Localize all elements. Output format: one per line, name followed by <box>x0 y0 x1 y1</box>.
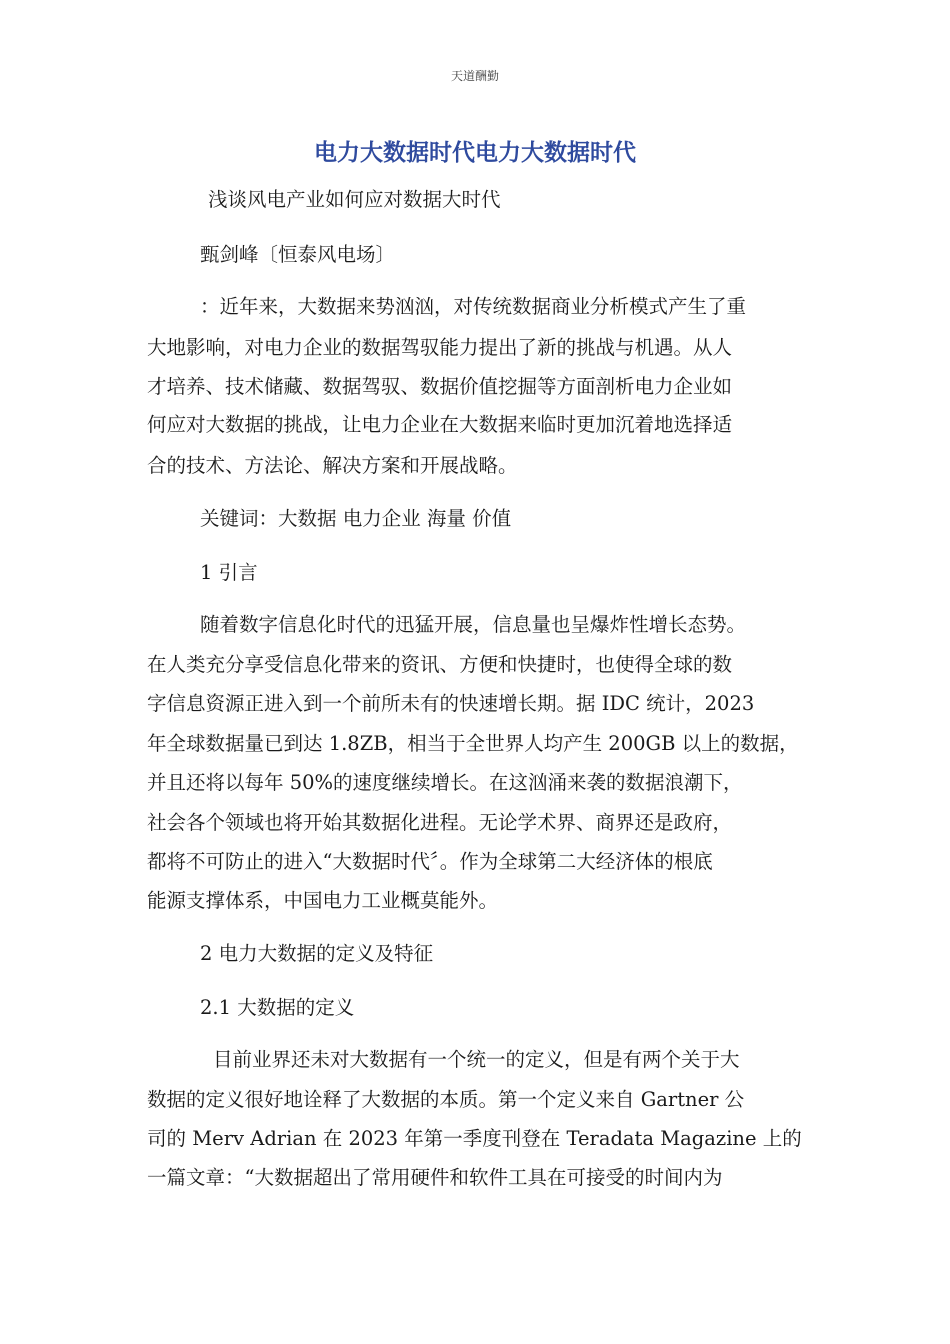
paragraph-line: 目前业界还未对大数据有一个统一的定义，但是有两个关于大 <box>213 1048 740 1071</box>
author-line: 甄剑峰〔恒泰风电场〕 <box>200 243 396 266</box>
paragraph-line: 司的 Merv Adrian 在 2023 年第一季度刊登在 Teradata Magazine 上的 <box>147 1127 802 1150</box>
section-heading-definition: 2 电力大数据的定义及特征 <box>200 942 434 965</box>
paragraph-line: 一篇文章：“大数据超出了常用硬件和软件工具在可接受的时间内为 <box>147 1166 723 1189</box>
abstract-line: 合的技术、方法论、解决方案和开展战略。 <box>147 454 518 477</box>
paragraph-line: 在人类充分享受信息化带来的资讯、方便和快捷时，也使得全球的数 <box>147 653 733 676</box>
subtitle: 浅谈风电产业如何应对数据大时代 <box>208 188 501 211</box>
paragraph-line: 都将不可防止的进入“大数据时代〞。作为全球第二大经济体的根底 <box>147 850 713 873</box>
page-header: 天道酬勤 <box>450 69 499 83</box>
paragraph-line: 字信息资源正进入到一个前所未有的快速增长期。据 IDC 统计，2023 <box>147 692 755 715</box>
keywords-line: 关键词：大数据 电力企业 海量 价值 <box>200 507 512 530</box>
paragraph-line: 随着数字信息化时代的迅猛开展，信息量也呈爆炸性增长态势。 <box>200 613 747 636</box>
paragraph-line: 能源支撑体系，中国电力工业概莫能外。 <box>147 889 499 912</box>
paragraph-line: 年全球数据量已到达 1.8ZB，相当于全世界人均产生 200GB 以上的数据， <box>147 732 799 755</box>
document-title: 电力大数据时代电力大数据时代 <box>314 140 636 166</box>
paragraph-line: 数据的定义很好地诠释了大数据的本质。第一个定义来自 Gartner 公 <box>147 1088 745 1111</box>
subsection-heading-definition: 2.1 大数据的定义 <box>200 996 355 1019</box>
paragraph-line: 并且还将以每年 50%的速度继续增长。在这汹涌来袭的数据浪潮下， <box>147 771 743 794</box>
abstract-line: 大地影响，对电力企业的数据驾驭能力提出了新的挑战与机遇。从人 <box>147 336 733 359</box>
abstract-line: 才培养、技术储藏、数据驾驭、数据价值挖掘等方面剖析电力企业如 <box>147 375 733 398</box>
paragraph-line: 社会各个领域也将开始其数据化进程。无论学术界、商界还是政府， <box>147 811 733 834</box>
abstract-line: 何应对大数据的挑战，让电力企业在大数据来临时更加沉着地选择适 <box>147 413 733 436</box>
section-heading-intro: 1 引言 <box>200 561 258 584</box>
abstract-line: ：近年来，大数据来势汹汹，对传统数据商业分析模式产生了重 <box>200 295 747 318</box>
